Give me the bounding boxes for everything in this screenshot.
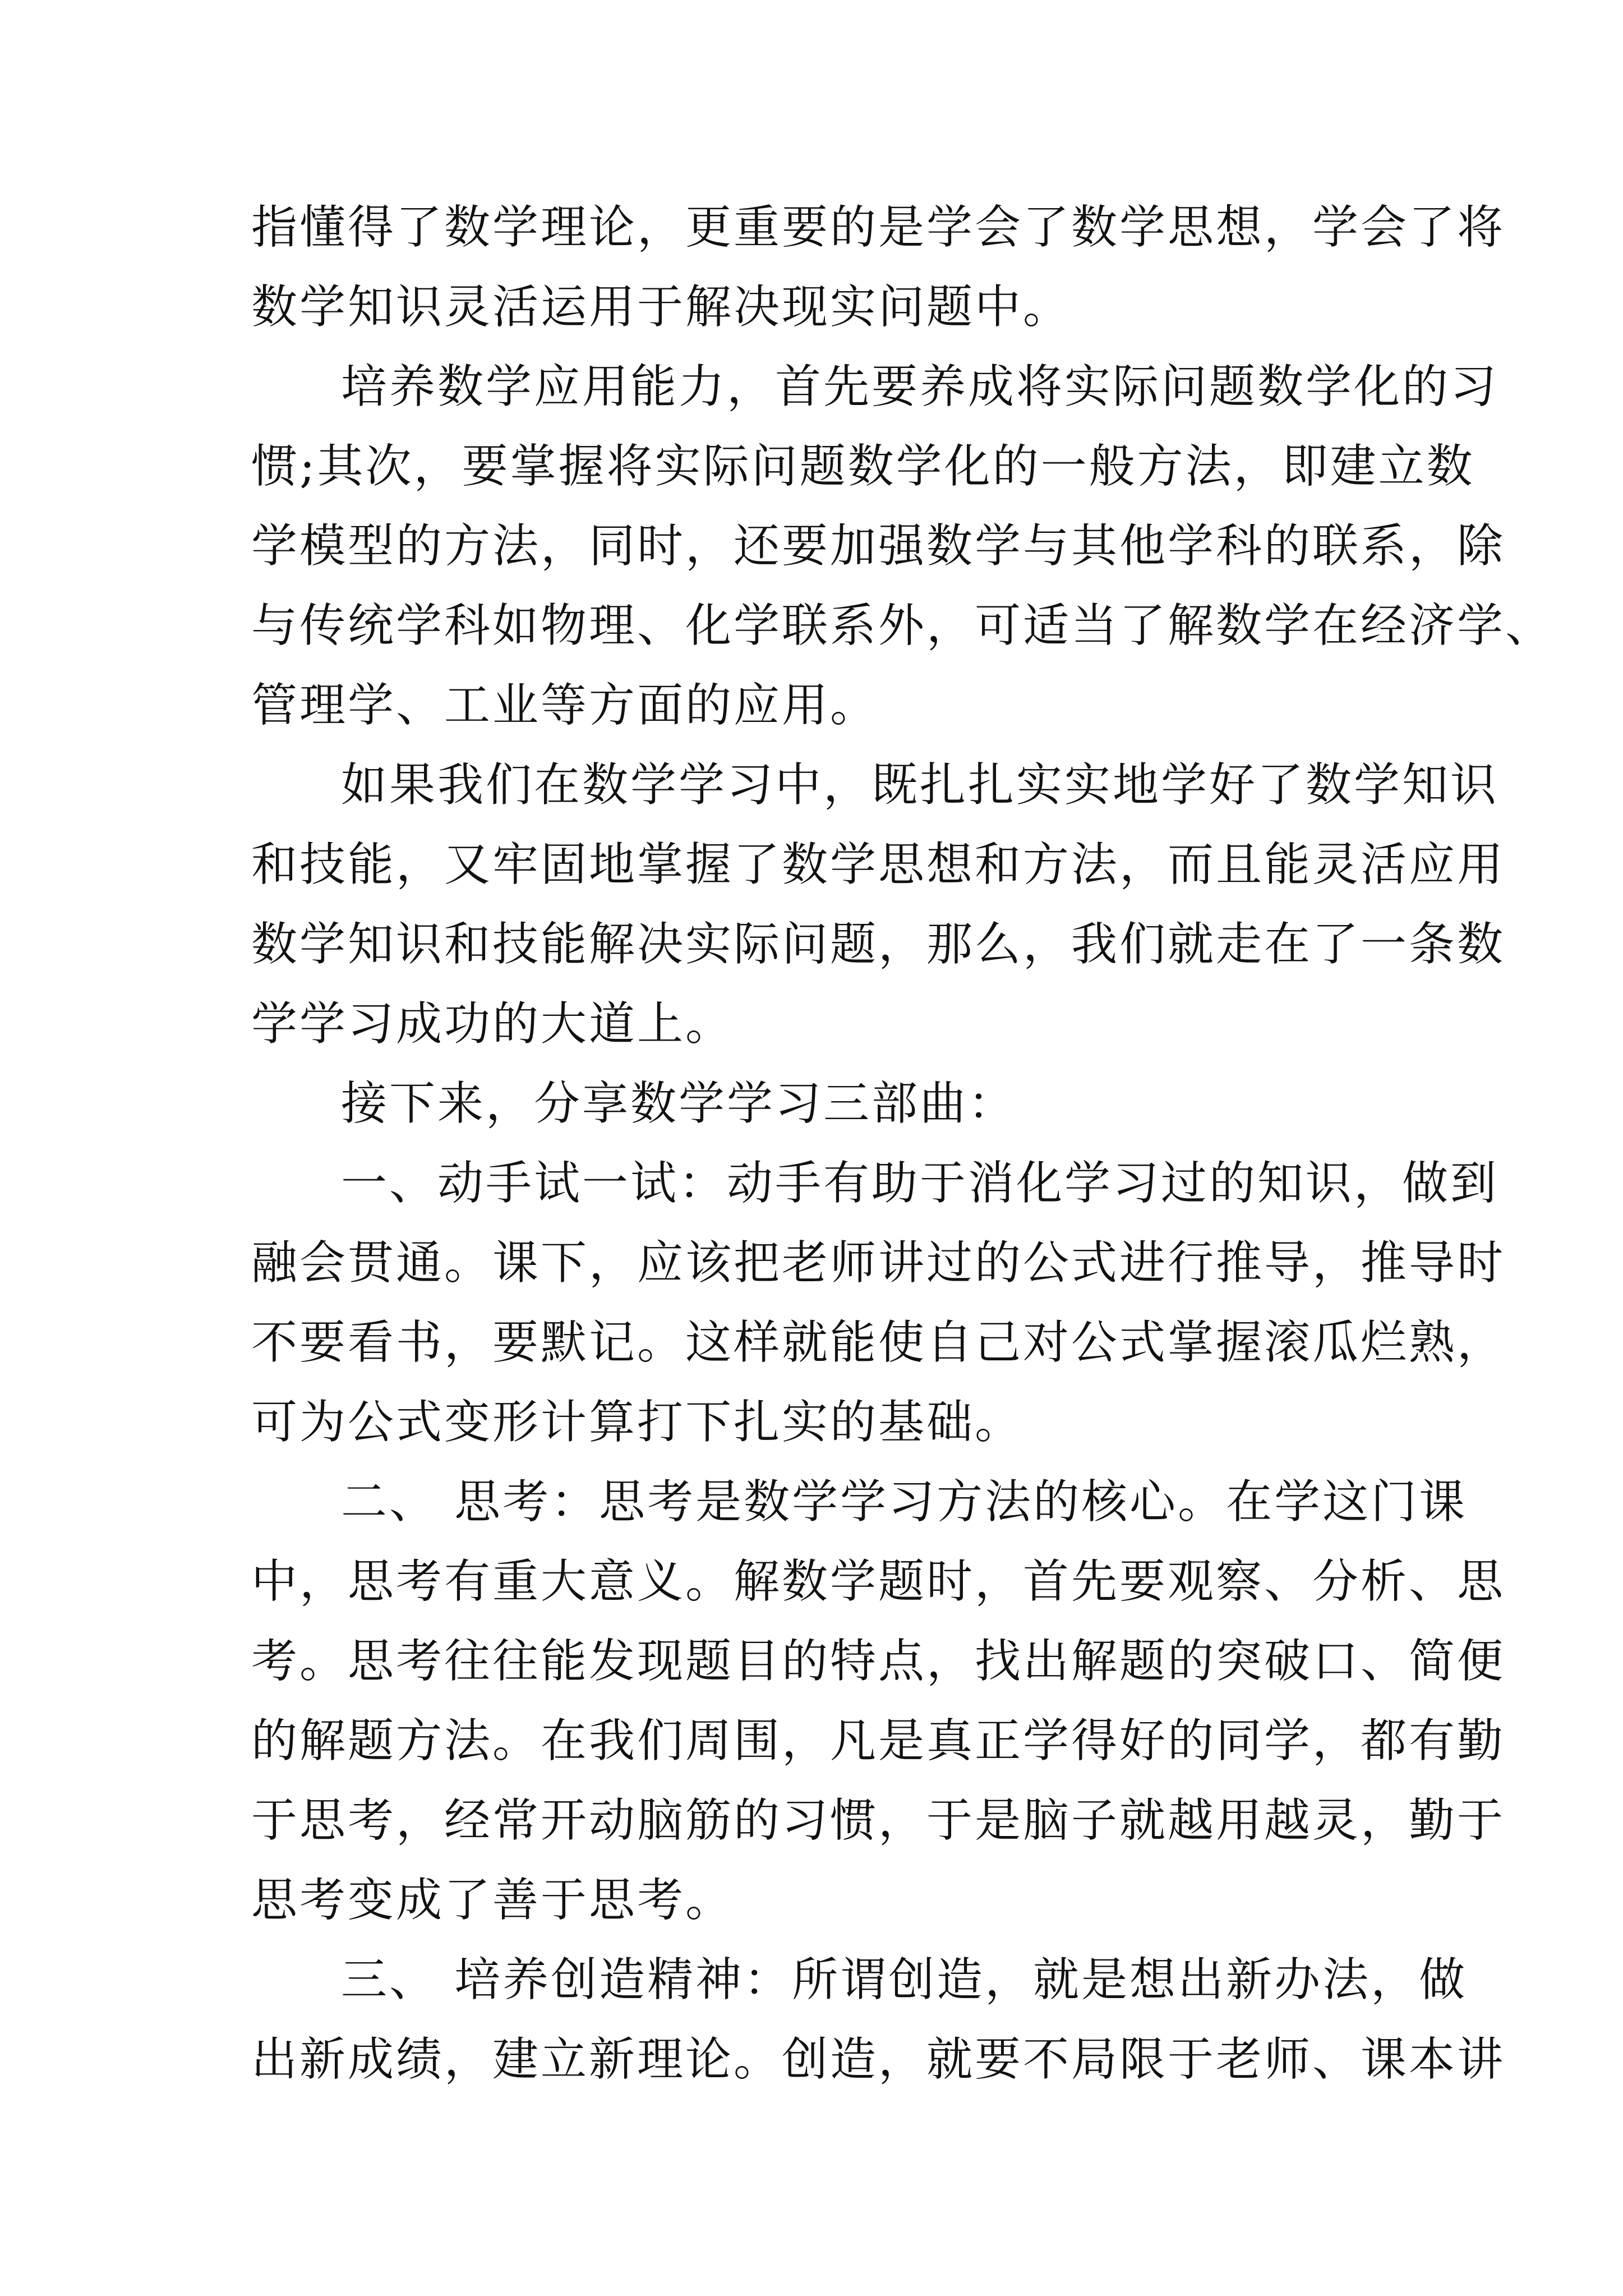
text-line: 思考变成了善于思考。 (251, 1874, 734, 1927)
text-line: 可为公式变形计算打下扎实的基础。 (251, 1396, 1023, 1449)
text-line: 指懂得了数学理论，更重要的是学会了数学思想，学会了将 (251, 201, 1506, 254)
text-line: 中，思考有重大意义。解数学题时，首先要观察、分析、思 (251, 1555, 1506, 1608)
text-line: 惯;其次，要掌握将实际问题数学化的一般方法，即建立数 (251, 440, 1475, 493)
text-line: 于思考，经常开动脑筋的习惯，于是脑子就越用越灵，勤于 (251, 1794, 1506, 1847)
paragraph-first-line: 培养数学应用能力，首先要养成将实际问题数学化的习 (341, 360, 1499, 413)
text-line: 和技能，又牢固地掌握了数学思想和方法，而且能灵活应用 (251, 838, 1506, 891)
text-line: 管理学、工业等方面的应用。 (251, 679, 879, 732)
text-line: 学模型的方法，同时，还要加强数学与其他学科的联系，除 (251, 519, 1506, 573)
text-line: 出新成绩，建立新理论。创造，就要不局限于老师、课本讲 (251, 2033, 1506, 2086)
paragraph-first-line: 二、 思考：思考是数学学习方法的核心。在学这门课 (341, 1475, 1468, 1529)
paragraph-first-line: 如果我们在数学学习中，既扎扎实实地学好了数学知识 (341, 758, 1499, 812)
text-line: 与传统学科如物理、化学联系外，可适当了解数学在经济学、 (251, 599, 1554, 652)
text-line: 数学知识和技能解决实际问题，那么，我们就走在了一条数 (251, 918, 1506, 971)
text-line: 的解题方法。在我们周围，凡是真正学得好的同学，都有勤 (251, 1714, 1506, 1768)
text-line: 考。思考往往能发现题目的特点，找出解题的突破口、简便 (251, 1635, 1506, 1688)
paragraph-first-line: 一、动手试一试：动手有助于消化学习过的知识，做到 (341, 1157, 1499, 1210)
paragraph-first-line: 接下来，分享数学学习三部曲： (341, 1077, 1017, 1130)
text-line: 学学习成功的大道上。 (251, 997, 734, 1051)
text-line: 不要看书，要默记。这样就能使自己对公式掌握滚瓜烂熟， (251, 1316, 1506, 1369)
text-line: 数学知识灵活运用于解决现实问题中。 (251, 280, 1072, 334)
paragraph-first-line: 三、 培养创造精神：所谓创造，就是想出新办法，做 (341, 1953, 1468, 2007)
text-line: 融会贯通。课下，应该把老师讲过的公式进行推导，推导时 (251, 1236, 1506, 1290)
